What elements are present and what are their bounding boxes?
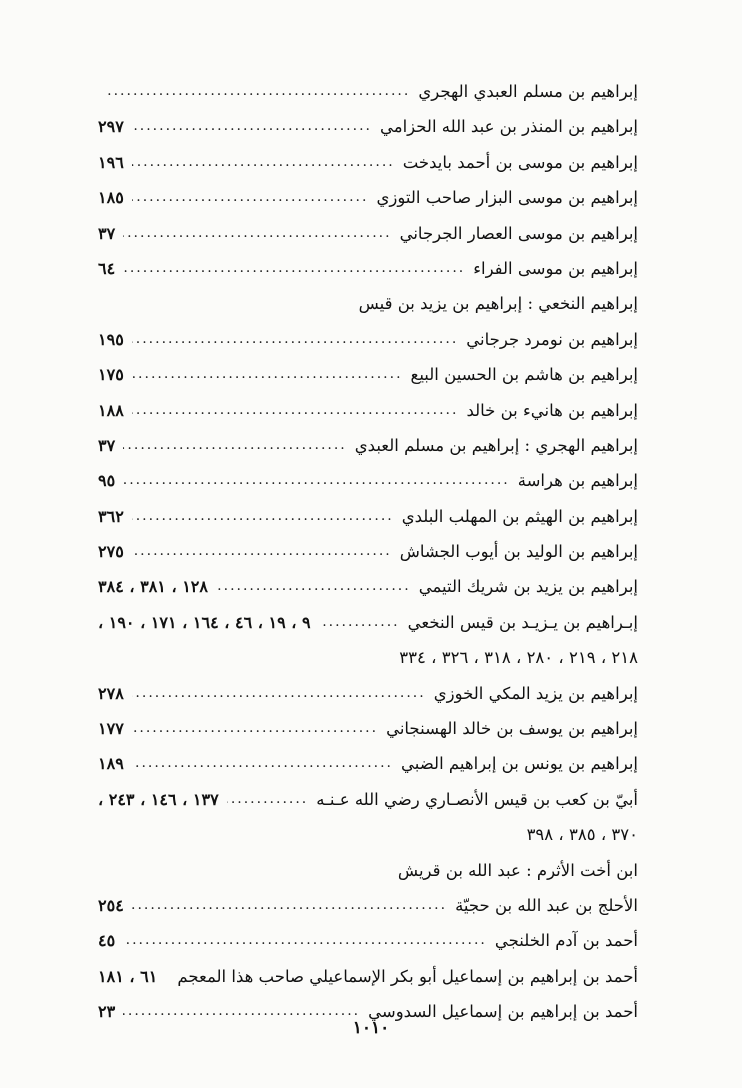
dot-leader xyxy=(132,499,394,534)
index-entry xyxy=(98,74,638,109)
index-entry xyxy=(98,216,638,251)
index-entry xyxy=(98,499,638,534)
index-entry xyxy=(98,959,638,994)
dot-leader xyxy=(123,251,465,286)
entry-page-refs: ٦١ ، ١٨١ xyxy=(98,966,158,986)
entry-page-refs: ١٢٨ ، ٣٨١ ، ٣٨٤ xyxy=(98,577,208,597)
index-entry xyxy=(98,322,638,357)
index-entry xyxy=(98,357,638,392)
entry-name: إبراهيم بن موسى البزار صاحب التوزي xyxy=(376,188,638,208)
entry-page-refs: ١٩٥ xyxy=(98,329,124,349)
entry-page-refs: ٣٧ xyxy=(98,223,116,243)
dot-leader xyxy=(123,216,391,251)
entry-name: أحمد بن إبراهيم بن إسماعيل السدوسي xyxy=(368,1002,638,1022)
dot-leader xyxy=(123,923,487,958)
entry-name: ٣٧٠ ، ٣٨٥ ، ٣٩٨ xyxy=(526,825,638,845)
dot-leader xyxy=(132,746,393,781)
index-entry xyxy=(98,251,638,286)
dot-leader xyxy=(132,888,447,923)
entry-page-refs: ١٩٦ xyxy=(98,152,124,172)
dot-leader xyxy=(319,605,400,640)
entry-name: الأحلج بن عبد الله بن حجيّة xyxy=(455,895,638,915)
index-entry xyxy=(98,676,638,711)
index-entry xyxy=(98,853,638,888)
index-entries xyxy=(98,74,638,1030)
index-entry xyxy=(98,746,638,781)
index-entry xyxy=(98,286,638,321)
entry-page-refs: ١٨٥ xyxy=(98,188,124,208)
entry-name: إبراهيم بن يوسف بن خالد الهسنجاني xyxy=(386,719,638,739)
dot-leader xyxy=(123,463,510,498)
entry-name: إبراهيم بن المنذر بن عبد الله الحزامي xyxy=(379,117,638,137)
entry-page-refs: ١٨٩ xyxy=(98,754,124,774)
entry-page-refs: ١٧٥ xyxy=(98,365,124,385)
index-entry xyxy=(98,463,638,498)
entry-page-refs: ٢٧٥ xyxy=(98,542,124,562)
entry-name: ٢١٨ ، ٢١٩ ، ٢٨٠ ، ٣١٨ ، ٣٢٦ ، ٣٣٤ xyxy=(399,648,638,668)
entry-page-refs: ٩٥ xyxy=(98,471,116,491)
entry-name: إبراهيم بن هانيء بن خالد xyxy=(466,400,638,420)
entry-name: إبراهيم النخعي : إبراهيم بن يزيد بن قيس xyxy=(358,294,638,314)
index-entry xyxy=(98,428,638,463)
index-entry xyxy=(98,817,638,852)
index-entry xyxy=(98,393,638,428)
entry-name: إبراهيم بن يونس بن إبراهيم الضبي xyxy=(401,754,638,774)
entry-name: إبراهيم بن مسلم العبدي الهجري xyxy=(418,82,638,101)
entry-name: أبيّ بن كعب بن قيس الأنصـاري رضي الله عـنـه xyxy=(316,789,638,809)
entry-name: إبراهيم بن موسى بن أحمد بايدخت xyxy=(402,152,638,172)
dot-leader xyxy=(132,357,403,392)
entry-name: ابن أخت الأثرم : عبد الله بن قريش xyxy=(397,860,638,880)
entry-name: إبراهيم بن الهيثم بن المهلب البلدي xyxy=(401,506,638,526)
entry-page-refs: ٩ ، ١٩ ، ٤٦ ، ١٦٤ ، ١٧١ ، ١٩٠ ، xyxy=(98,612,311,632)
dot-leader xyxy=(216,569,411,604)
dot-leader xyxy=(132,322,459,357)
dot-leader xyxy=(132,109,372,144)
dot-leader xyxy=(132,145,395,180)
dot-leader xyxy=(132,393,459,428)
dot-leader xyxy=(123,428,347,463)
entry-page-refs: ٣٦٢ xyxy=(98,506,124,526)
index-entry xyxy=(98,534,638,569)
entry-page-refs: ٦٤ xyxy=(98,258,116,278)
entry-name: إبراهيم الهجري : إبراهيم بن مسلم العبدي xyxy=(354,435,638,455)
dot-leader xyxy=(132,676,426,711)
entry-page-refs: ٣٧ xyxy=(98,435,116,455)
dot-leader xyxy=(132,534,392,569)
entry-name: إبـراهيم بن يـزيـد بن قيس النخعي xyxy=(407,612,638,632)
dot-leader xyxy=(227,782,309,817)
entry-name: إبراهيم بن يزيد بن شريك التيمي xyxy=(418,577,638,597)
index-entry xyxy=(98,145,638,180)
index-entry xyxy=(98,180,638,215)
index-entry xyxy=(98,569,638,604)
entry-page-refs: ٢٣ xyxy=(98,1002,116,1022)
index-entry xyxy=(98,711,638,746)
entry-page-refs: ١٨٨ xyxy=(98,400,124,420)
entry-name: إبراهيم بن الوليد بن أيوب الجشاش xyxy=(399,542,638,562)
entry-name: إبراهيم بن هاشم بن الحسين البيع xyxy=(410,365,638,385)
entry-name: أحمد بن آدم الخلنجي xyxy=(494,931,638,951)
entry-name: إبراهيم بن يزيد المكي الخوزي xyxy=(433,683,638,703)
entry-page-refs: ١٣٧ ، ١٤٦ ، ٢٤٣ ، xyxy=(98,789,219,809)
index-entry xyxy=(98,888,638,923)
dot-leader xyxy=(132,180,369,215)
entry-page-refs: ٢٩٧ xyxy=(98,117,124,137)
entry-name: أحمد بن إبراهيم بن إسماعيل أبو بكر الإسماعيلي صاحب هذا المعجم xyxy=(177,966,638,986)
entry-name: إبراهيم بن هراسة xyxy=(517,471,638,491)
entry-name: إبراهيم بن موسى الفراء xyxy=(473,258,638,278)
entry-page-refs: ١٧٧ xyxy=(98,719,124,739)
entry-page-refs: ٢٥٤ xyxy=(98,895,124,915)
entry-page-refs: ٤٥ xyxy=(98,931,116,951)
index-entry xyxy=(98,782,638,817)
entry-page-refs: ٢٧٨ xyxy=(98,683,124,703)
index-entry xyxy=(98,923,638,958)
page-number: ١٠١٠ xyxy=(352,1018,390,1038)
entry-name: إبراهيم بن موسى العصار الجرجاني xyxy=(399,223,638,243)
index-entry xyxy=(98,640,638,675)
dot-leader xyxy=(106,74,410,109)
dot-leader xyxy=(132,711,378,746)
index-entry xyxy=(98,109,638,144)
index-entry xyxy=(98,605,638,640)
entry-name: إبراهيم بن نومرد جرجاني xyxy=(466,329,638,349)
